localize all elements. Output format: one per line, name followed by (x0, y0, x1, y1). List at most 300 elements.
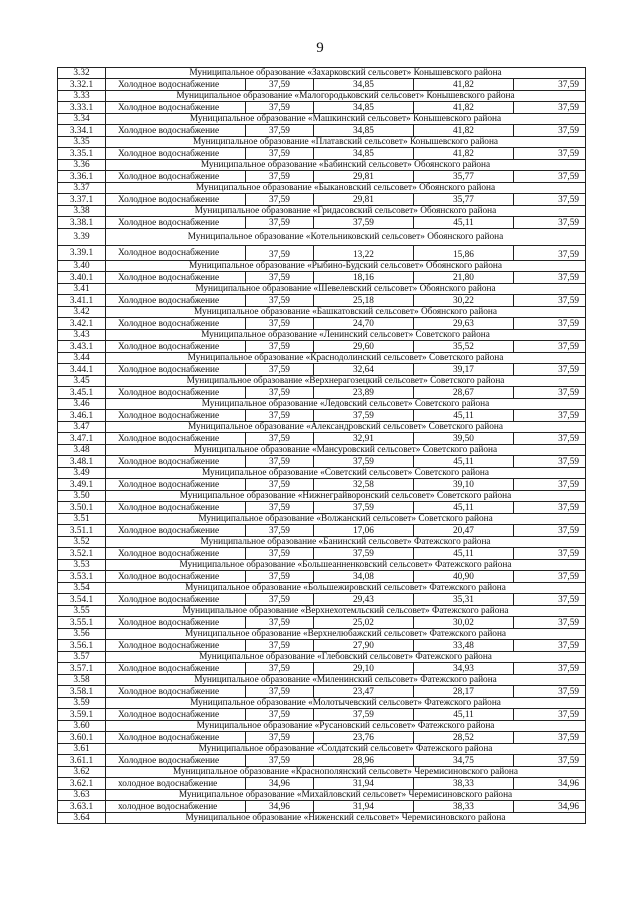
section-title: Муниципальное образование «Шевелевский сельсовет» Обоянского района (106, 284, 586, 295)
row-number: 3.42.1 (58, 318, 106, 330)
section-header-row (58, 330, 586, 341)
section-number: 3.40 (58, 261, 106, 272)
section-title: Муниципальное образование «Ниженский сельсовет» Черемисиновского района (106, 813, 586, 824)
section-number: 3.33 (58, 91, 106, 102)
value-4: 37,59 (514, 148, 586, 160)
tariff-row (58, 102, 586, 114)
value-3: 39,17 (414, 364, 514, 376)
value-2: 25,02 (314, 617, 414, 629)
row-number: 3.36.1 (58, 171, 106, 183)
value-1: 37,59 (246, 125, 314, 137)
value-2: 37,59 (314, 217, 414, 229)
service-label: Холодное водоснабжение (106, 594, 246, 606)
row-number: 3.52.1 (58, 548, 106, 560)
value-1: 37,59 (246, 456, 314, 468)
value-4: 37,59 (514, 125, 586, 137)
section-number: 3.39 (58, 229, 106, 246)
tariff-row (58, 479, 586, 491)
tariff-row (58, 194, 586, 206)
section-header-row (58, 137, 586, 148)
value-4: 37,59 (514, 479, 586, 491)
section-number: 3.50 (58, 491, 106, 502)
section-header-row (58, 767, 586, 778)
tariff-row (58, 709, 586, 721)
value-3: 30,22 (414, 295, 514, 307)
section-header-row (58, 698, 586, 709)
value-3: 35,31 (414, 594, 514, 606)
service-label: Холодное водоснабжение (106, 617, 246, 629)
service-label: Холодное водоснабжение (106, 502, 246, 514)
section-number: 3.52 (58, 537, 106, 548)
value-2: 32,58 (314, 479, 414, 491)
value-1: 37,59 (246, 755, 314, 767)
section-header-row (58, 813, 586, 824)
value-4: 37,59 (514, 571, 586, 583)
value-1: 37,59 (246, 295, 314, 307)
service-label: Холодное водоснабжение (106, 709, 246, 721)
value-2: 37,59 (314, 548, 414, 560)
section-header-row (58, 91, 586, 102)
section-title: Муниципальное образование «Миленинский сельсовет» Фатежского района (106, 675, 586, 686)
value-4: 34,96 (514, 778, 586, 790)
service-label: Холодное водоснабжение (106, 341, 246, 353)
tariff-row (58, 686, 586, 698)
tariff-row (58, 148, 586, 160)
section-title: Муниципальное образование «Глебовский сельсовет» Фатежского района (106, 652, 586, 663)
row-number: 3.61.1 (58, 755, 106, 767)
section-title: Муниципальное образование «Большежировский сельсовет» Фатежского района (106, 583, 586, 594)
row-number: 3.39.1 (58, 246, 106, 261)
value-1: 37,59 (246, 246, 314, 261)
value-2: 28,96 (314, 755, 414, 767)
value-4: 37,59 (514, 640, 586, 652)
value-2: 17,06 (314, 525, 414, 537)
section-title: Муниципальное образование «Верхнерагозецкий сельсовет» Советского района (106, 376, 586, 387)
tariff-row (58, 755, 586, 767)
tariff-row (58, 663, 586, 675)
tariff-row (58, 640, 586, 652)
value-2: 37,59 (314, 410, 414, 422)
tariff-row (58, 410, 586, 422)
value-1: 34,96 (246, 778, 314, 790)
value-2: 24,70 (314, 318, 414, 330)
row-number: 3.45.1 (58, 387, 106, 399)
section-header-row (58, 206, 586, 217)
section-number: 3.56 (58, 629, 106, 640)
value-4: 37,59 (514, 709, 586, 721)
value-1: 37,59 (246, 663, 314, 675)
tariff-row (58, 456, 586, 468)
section-number: 3.38 (58, 206, 106, 217)
section-header-row (58, 629, 586, 640)
section-header-row (58, 399, 586, 410)
section-title: Муниципальное образование «Захарковский сельсовет» Конышевского района (106, 68, 586, 79)
service-label: Холодное водоснабжение (106, 387, 246, 399)
value-4: 37,59 (514, 433, 586, 445)
value-3: 38,33 (414, 801, 514, 813)
value-2: 23,89 (314, 387, 414, 399)
section-title: Муниципальное образование «Большеанненковский сельсовет» Фатежского района (106, 560, 586, 571)
value-1: 37,59 (246, 364, 314, 376)
value-1: 37,59 (246, 79, 314, 91)
section-number: 3.43 (58, 330, 106, 341)
service-label: холодное водоснабжение (106, 801, 246, 813)
value-4: 37,59 (514, 456, 586, 468)
tariff-row (58, 387, 586, 399)
service-label: Холодное водоснабжение (106, 194, 246, 206)
value-1: 37,59 (246, 479, 314, 491)
service-label: Холодное водоснабжение (106, 479, 246, 491)
service-label: Холодное водоснабжение (106, 663, 246, 675)
row-number: 3.54.1 (58, 594, 106, 606)
section-number: 3.57 (58, 652, 106, 663)
row-number: 3.53.1 (58, 571, 106, 583)
section-header-row (58, 514, 586, 525)
value-2: 34,85 (314, 148, 414, 160)
tariff-row (58, 318, 586, 330)
service-label: Холодное водоснабжение (106, 732, 246, 744)
value-2: 34,85 (314, 102, 414, 114)
tariff-row (58, 525, 586, 537)
section-header-row (58, 183, 586, 194)
value-4: 37,59 (514, 194, 586, 206)
value-1: 37,59 (246, 617, 314, 629)
section-title: Муниципальное образование «Русановский сельсовет» Фатежского района (106, 721, 586, 732)
value-3: 28,52 (414, 732, 514, 744)
section-header-row (58, 376, 586, 387)
row-number: 3.37.1 (58, 194, 106, 206)
service-label: Холодное водоснабжение (106, 125, 246, 137)
row-number: 3.43.1 (58, 341, 106, 353)
service-label: Холодное водоснабжение (106, 686, 246, 698)
value-2: 18,16 (314, 272, 414, 284)
service-label: Холодное водоснабжение (106, 755, 246, 767)
row-number: 3.51.1 (58, 525, 106, 537)
value-4: 37,59 (514, 502, 586, 514)
section-header-row (58, 675, 586, 686)
service-label: Холодное водоснабжение (106, 640, 246, 652)
value-4: 37,59 (514, 732, 586, 744)
tariff-row (58, 778, 586, 790)
value-4: 37,59 (514, 79, 586, 91)
section-number: 3.53 (58, 560, 106, 571)
value-3: 45,11 (414, 456, 514, 468)
value-4: 37,59 (514, 102, 586, 114)
row-number: 3.35.1 (58, 148, 106, 160)
section-header-row (58, 583, 586, 594)
value-3: 35,77 (414, 171, 514, 183)
value-3: 28,67 (414, 387, 514, 399)
value-1: 37,59 (246, 640, 314, 652)
service-label: Холодное водоснабжение (106, 410, 246, 422)
section-number: 3.34 (58, 114, 106, 125)
service-label: Холодное водоснабжение (106, 102, 246, 114)
value-3: 34,75 (414, 755, 514, 767)
section-header-row (58, 790, 586, 801)
section-number: 3.47 (58, 422, 106, 433)
value-3: 41,82 (414, 102, 514, 114)
value-4: 37,59 (514, 387, 586, 399)
section-title: Муниципальное образование «Ледовский сельсовет» Советского района (106, 399, 586, 410)
value-1: 37,59 (246, 341, 314, 353)
row-number: 3.59.1 (58, 709, 106, 721)
section-title: Муниципальное образование «Малогородьковский сельсовет» Конышевского района (106, 91, 586, 102)
tariff-row (58, 548, 586, 560)
value-1: 37,59 (246, 502, 314, 514)
value-3: 33,48 (414, 640, 514, 652)
service-label: Холодное водоснабжение (106, 571, 246, 583)
row-number: 3.41.1 (58, 295, 106, 307)
value-3: 35,77 (414, 194, 514, 206)
row-number: 3.44.1 (58, 364, 106, 376)
tariff-row (58, 433, 586, 445)
value-1: 37,59 (246, 709, 314, 721)
value-2: 34,08 (314, 571, 414, 583)
row-number: 3.40.1 (58, 272, 106, 284)
section-title: Муниципальное образование «Гридасовский сельсовет» Обоянского района (106, 206, 586, 217)
tariff-table-body (58, 68, 586, 824)
value-3: 34,93 (414, 663, 514, 675)
section-header-row (58, 744, 586, 755)
value-1: 37,59 (246, 217, 314, 229)
section-number: 3.55 (58, 606, 106, 617)
tariff-row (58, 341, 586, 353)
value-2: 31,94 (314, 801, 414, 813)
section-title: Муниципальное образование «Башкатовский сельсовет» Обоянского района (106, 307, 586, 318)
section-header-row (58, 721, 586, 732)
section-title: Муниципальное образование «Молотычевский сельсовет» Фатежского района (106, 698, 586, 709)
section-number: 3.64 (58, 813, 106, 824)
value-4: 37,59 (514, 617, 586, 629)
value-4: 37,59 (514, 364, 586, 376)
value-4: 37,59 (514, 246, 586, 261)
value-3: 21,80 (414, 272, 514, 284)
value-1: 37,59 (246, 433, 314, 445)
row-number: 3.58.1 (58, 686, 106, 698)
value-4: 37,59 (514, 686, 586, 698)
tariff-row (58, 732, 586, 744)
value-4: 37,59 (514, 663, 586, 675)
value-2: 29,60 (314, 341, 414, 353)
value-2: 34,85 (314, 79, 414, 91)
section-title: Муниципальное образование «Волжанский сельсовет» Советского района (106, 514, 586, 525)
section-title: Муниципальное образование «Нижнеграйворонский сельсовет» Советского района (106, 491, 586, 502)
section-number: 3.51 (58, 514, 106, 525)
value-3: 38,33 (414, 778, 514, 790)
row-number: 3.32.1 (58, 79, 106, 91)
page-number: 9 (316, 40, 324, 56)
value-1: 37,59 (246, 387, 314, 399)
section-header-row (58, 491, 586, 502)
row-number: 3.38.1 (58, 217, 106, 229)
section-title: Муниципальное образование «Краснодолинский сельсовет» Советского района (106, 353, 586, 364)
row-number: 3.48.1 (58, 456, 106, 468)
value-4: 37,59 (514, 341, 586, 353)
value-2: 37,59 (314, 502, 414, 514)
section-number: 3.48 (58, 445, 106, 456)
value-2: 34,85 (314, 125, 414, 137)
value-2: 29,10 (314, 663, 414, 675)
section-number: 3.46 (58, 399, 106, 410)
value-3: 41,82 (414, 79, 514, 91)
row-number: 3.63.1 (58, 801, 106, 813)
tariff-row (58, 571, 586, 583)
row-number: 3.55.1 (58, 617, 106, 629)
section-header-row (58, 652, 586, 663)
section-title: Муниципальное образование «Советский сельсовет» Советского района (106, 468, 586, 479)
value-3: 40,90 (414, 571, 514, 583)
section-header-row (58, 261, 586, 272)
value-2: 23,47 (314, 686, 414, 698)
value-4: 37,59 (514, 410, 586, 422)
value-3: 45,11 (414, 548, 514, 560)
value-4: 37,59 (514, 272, 586, 284)
row-number: 3.46.1 (58, 410, 106, 422)
section-title: Муниципальное образование «Бабинский сельсовет» Обоянского района (106, 160, 586, 171)
value-2: 29,43 (314, 594, 414, 606)
service-label: Холодное водоснабжение (106, 456, 246, 468)
section-number: 3.44 (58, 353, 106, 364)
value-1: 34,96 (246, 801, 314, 813)
section-title: Муниципальное образование «Банинский сельсовет» Фатежского района (106, 537, 586, 548)
value-4: 37,59 (514, 755, 586, 767)
value-1: 37,59 (246, 686, 314, 698)
value-2: 27,90 (314, 640, 414, 652)
value-1: 37,59 (246, 194, 314, 206)
section-title: Муниципальное образование «Михайловский сельсовет» Черемисиновского района (106, 790, 586, 801)
service-label: Холодное водоснабжение (106, 525, 246, 537)
value-1: 37,59 (246, 410, 314, 422)
value-3: 30,02 (414, 617, 514, 629)
tariff-row (58, 171, 586, 183)
section-title: Муниципальное образование «Верхнелюбажский сельсовет» Фатежского района (106, 629, 586, 640)
section-header-row (58, 160, 586, 171)
section-header-row (58, 468, 586, 479)
section-number: 3.61 (58, 744, 106, 755)
tariff-row (58, 272, 586, 284)
value-4: 37,59 (514, 318, 586, 330)
section-number: 3.37 (58, 183, 106, 194)
section-number: 3.54 (58, 583, 106, 594)
value-4: 37,59 (514, 217, 586, 229)
service-label: Холодное водоснабжение (106, 79, 246, 91)
value-4: 37,59 (514, 171, 586, 183)
value-1: 37,59 (246, 171, 314, 183)
service-label: Холодное водоснабжение (106, 148, 246, 160)
section-header-row (58, 114, 586, 125)
value-2: 13,22 (314, 246, 414, 261)
section-number: 3.45 (58, 376, 106, 387)
value-1: 37,59 (246, 571, 314, 583)
value-4: 37,59 (514, 594, 586, 606)
section-number: 3.42 (58, 307, 106, 318)
row-number: 3.49.1 (58, 479, 106, 491)
row-number: 3.57.1 (58, 663, 106, 675)
row-number: 3.60.1 (58, 732, 106, 744)
section-header-row (58, 560, 586, 571)
value-2: 31,94 (314, 778, 414, 790)
section-header-row (58, 353, 586, 364)
section-number: 3.58 (58, 675, 106, 686)
service-label: холодное водоснабжение (106, 778, 246, 790)
section-header-row (58, 68, 586, 79)
tariff-row (58, 295, 586, 307)
section-header-row (58, 537, 586, 548)
value-1: 37,59 (246, 594, 314, 606)
section-header-row (58, 307, 586, 318)
service-label: Холодное водоснабжение (106, 272, 246, 284)
row-number: 3.56.1 (58, 640, 106, 652)
value-1: 37,59 (246, 102, 314, 114)
section-number: 3.49 (58, 468, 106, 479)
row-number: 3.47.1 (58, 433, 106, 445)
value-3: 45,11 (414, 502, 514, 514)
section-title: Муниципальное образование «Машкинский сельсовет» Конышевского района (106, 114, 586, 125)
tariff-row (58, 502, 586, 514)
tariff-row (58, 364, 586, 376)
section-number: 3.62 (58, 767, 106, 778)
section-title: Муниципальное образование «Котельниковский сельсовет» Обоянского района (106, 229, 586, 246)
value-1: 37,59 (246, 272, 314, 284)
section-number: 3.63 (58, 790, 106, 801)
tariff-row (58, 217, 586, 229)
service-label: Холодное водоснабжение (106, 295, 246, 307)
value-1: 37,59 (246, 148, 314, 160)
value-3: 45,11 (414, 709, 514, 721)
value-3: 41,82 (414, 148, 514, 160)
value-1: 37,59 (246, 318, 314, 330)
section-title: Муниципальное образование «Солдатский сельсовет» Фатежского района (106, 744, 586, 755)
section-title: Муниципальное образование «Краснополянский сельсовет» Черемисиновского района (106, 767, 586, 778)
tariff-row (58, 246, 586, 261)
value-3: 45,11 (414, 410, 514, 422)
value-2: 37,59 (314, 709, 414, 721)
row-number: 3.50.1 (58, 502, 106, 514)
section-header-row (58, 445, 586, 456)
section-title: Муниципальное образование «Ленинский сельсовет» Советского района (106, 330, 586, 341)
section-number: 3.41 (58, 284, 106, 295)
value-2: 29,81 (314, 171, 414, 183)
service-label: Холодное водоснабжение (106, 548, 246, 560)
value-1: 37,59 (246, 525, 314, 537)
service-label: Холодное водоснабжение (106, 364, 246, 376)
service-label: Холодное водоснабжение (106, 217, 246, 229)
tariff-row (58, 617, 586, 629)
value-2: 23,76 (314, 732, 414, 744)
value-1: 37,59 (246, 732, 314, 744)
value-3: 20,47 (414, 525, 514, 537)
value-4: 34,96 (514, 801, 586, 813)
value-2: 29,81 (314, 194, 414, 206)
tariff-row (58, 79, 586, 91)
tariff-row (58, 594, 586, 606)
value-3: 39,50 (414, 433, 514, 445)
value-2: 32,64 (314, 364, 414, 376)
section-header-row (58, 229, 586, 246)
value-4: 37,59 (514, 295, 586, 307)
section-title: Муниципальное образование «Мансуровский сельсовет» Советского района (106, 445, 586, 456)
row-number: 3.62.1 (58, 778, 106, 790)
value-3: 39,10 (414, 479, 514, 491)
section-number: 3.32 (58, 68, 106, 79)
section-header-row (58, 284, 586, 295)
value-3: 15,86 (414, 246, 514, 261)
tariff-row (58, 125, 586, 137)
section-number: 3.59 (58, 698, 106, 709)
value-3: 35,52 (414, 341, 514, 353)
value-3: 29,63 (414, 318, 514, 330)
section-header-row (58, 606, 586, 617)
